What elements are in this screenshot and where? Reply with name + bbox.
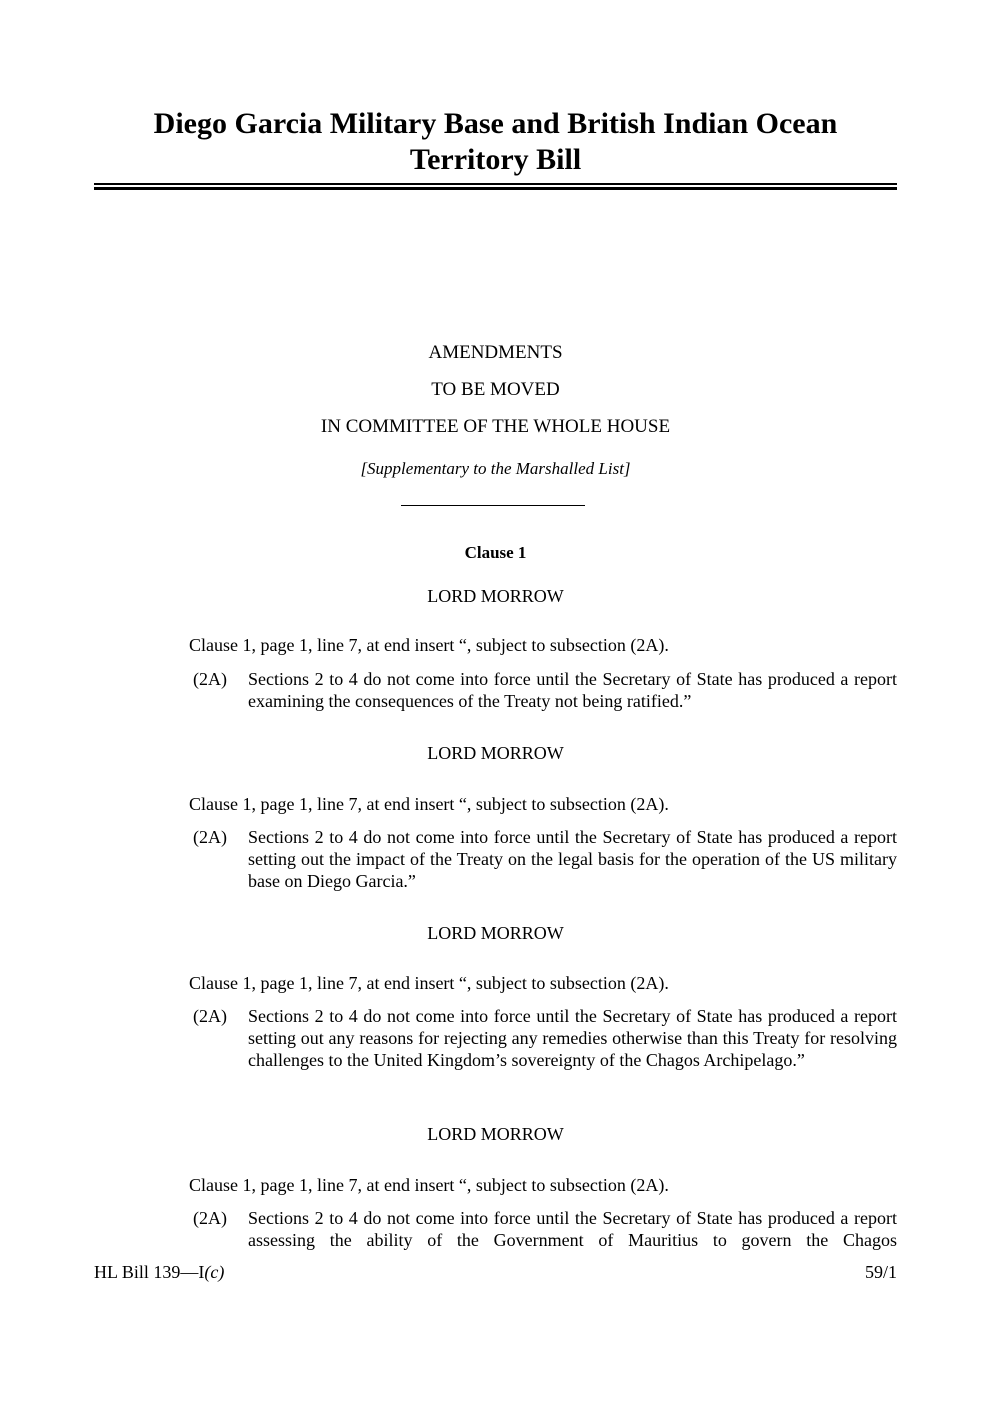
subsection-label: (2A) [193,1208,227,1228]
amendment-sponsor: LORD MORROW [427,1124,564,1144]
subsection-text: Sections 2 to 4 do not come into force until the Secretary of State has produced a report setting out any reasons for rejecting any remedies otherwise than this Treaty for resolving challenges to the United Kingdom’s sovereignty of the Chagos Archipelago.” [248,1006,897,1070]
document-title: Diego Garcia Military Base and British Indian Ocean Territory Bill [153,107,838,176]
subsection-label: (2A) [193,827,227,847]
page-footer [94,1261,897,1283]
amendment-subsection [193,668,897,712]
amendment-instruction: Clause 1, page 1, line 7, at end insert “, subject to subsection (2A). [189,635,669,655]
subsection-text: Sections 2 to 4 do not come into force until the Secretary of State has produced a report setting out the impact of the Treaty on the legal basis for the operation of the US military base on Diego Garcia.” [248,827,897,891]
title-rule-thin [94,183,897,185]
subsection-label: (2A) [193,669,227,689]
heading-committee: IN COMMITTEE OF THE WHOLE HOUSE [320,416,671,437]
heading-amendments: AMENDMENTS [428,342,563,363]
clause-heading: Clause 1 [464,543,527,562]
amendment-subsection [193,826,897,892]
amendment-instruction: Clause 1, page 1, line 7, at end insert “, subject to subsection (2A). [189,973,669,993]
amendment-instruction: Clause 1, page 1, line 7, at end insert “, subject to subsection (2A). [189,794,669,814]
amendment-sponsor: LORD MORROW [427,743,564,763]
heading-to-be-moved: TO BE MOVED [431,379,560,400]
bill-number-suffix: (c) [204,1262,225,1282]
subsection-text: Sections 2 to 4 do not come into force until the Secretary of State has produced a report examining the consequences of the Treaty not being ratified.” [248,669,897,711]
page-number: 59/1 [864,1262,897,1282]
subsection-label: (2A) [193,1006,227,1026]
heading-note: [Supplementary to the Marshalled List] [360,459,631,478]
amendment-subsection [193,1005,897,1071]
section-divider [401,505,585,506]
amendment-instruction: Clause 1, page 1, line 7, at end insert “, subject to subsection (2A). [189,1175,669,1195]
title-rule-thick [94,187,897,190]
subsection-text: Sections 2 to 4 do not come into force until the Secretary of State has produced a report assessing the ability of the Government of Mauritius to govern the Chagos [248,1208,897,1250]
bill-number: HL Bill 139—I [94,1262,205,1282]
amendment-sponsor: LORD MORROW [427,923,564,943]
amendment-sponsor: LORD MORROW [427,586,564,606]
amendment-subsection [193,1207,897,1251]
